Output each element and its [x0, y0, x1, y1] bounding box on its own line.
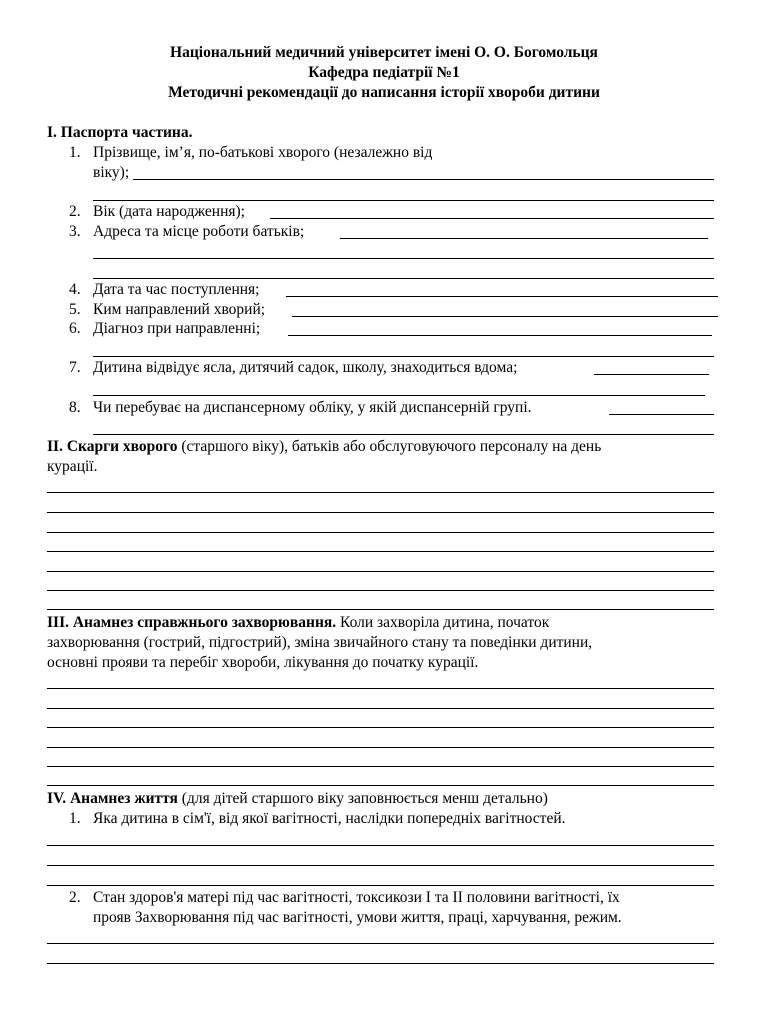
section-3-heading: ІІІ. Анамнез справжнього захворювання.	[47, 614, 337, 631]
fill-line[interactable]	[93, 200, 714, 201]
item-label-continued: прояв Захворювання під час вагітності, умови життя, праці, харчування, режим.	[93, 909, 622, 926]
item-label-continued: віку);	[93, 164, 130, 181]
fill-line[interactable]	[47, 865, 714, 866]
item-number: 1.	[69, 144, 81, 161]
fill-line[interactable]	[47, 708, 714, 709]
fill-line[interactable]	[47, 492, 714, 493]
fill-line[interactable]	[133, 179, 714, 180]
item-label: Діагноз при направленні;	[93, 320, 261, 337]
item-label: Чи перебуває на диспансерному обліку, у якій диспансерній групі.	[93, 399, 532, 416]
fill-line[interactable]	[288, 335, 712, 336]
section-2-intro	[47, 437, 601, 457]
fill-line[interactable]	[47, 590, 714, 591]
item-label: Прізвище, ім’я, по-батькові хворого (незалежно від	[93, 144, 433, 161]
item-label: Яка дитина в сім'ї, від якої вагітності, наслідки попередніх вагітностей.	[93, 810, 566, 827]
fill-line[interactable]	[47, 532, 714, 533]
item-number: 6.	[69, 320, 81, 337]
fill-line[interactable]	[47, 845, 714, 846]
fill-line[interactable]	[47, 609, 714, 610]
fill-line[interactable]	[340, 238, 708, 239]
item-number: 5.	[69, 301, 81, 318]
fill-line[interactable]	[47, 885, 714, 886]
fill-line[interactable]	[93, 356, 714, 357]
item-label: Дата та час поступлення;	[93, 281, 260, 298]
fill-line[interactable]	[594, 374, 709, 375]
fill-line[interactable]	[47, 688, 714, 689]
item-number: 3.	[69, 223, 81, 240]
section-2-heading: ІІ. Скарги хворого	[47, 438, 178, 455]
fill-line[interactable]	[47, 766, 714, 767]
fill-line[interactable]	[47, 963, 714, 964]
university-name: Національний медичний університет імені О. О. Богомольця	[170, 44, 598, 61]
section-3-text-line-3: основні прояви та перебіг хвороби, лікування до початку курації.	[47, 654, 479, 671]
item-number: 7.	[69, 359, 81, 376]
item-number: 8.	[69, 399, 81, 416]
department-name: Кафедра педіатрії №1	[308, 64, 460, 81]
item-label: Ким направлений хворий;	[93, 301, 266, 318]
document-title: Методичні рекомендації до написання історії хвороби дитини	[168, 84, 600, 101]
item-number: 2.	[69, 203, 81, 220]
fill-line[interactable]	[47, 727, 714, 728]
item-label: Вік (дата народження);	[93, 203, 245, 220]
fill-line[interactable]	[93, 258, 714, 259]
fill-line[interactable]	[93, 395, 705, 396]
fill-line[interactable]	[93, 434, 714, 435]
section-4-intro	[47, 789, 548, 809]
fill-line[interactable]	[47, 512, 714, 513]
fill-line[interactable]	[47, 785, 714, 786]
fill-line[interactable]	[286, 296, 718, 297]
section-3-text: Коли захворіла дитина, початок	[336, 614, 550, 631]
section-4-text: (для дітей старшого віку заповнюється менш детально)	[177, 790, 548, 807]
item-number: 4.	[69, 281, 81, 298]
section-3-intro	[47, 613, 549, 633]
section-4-heading: IV. Анамнез життя	[47, 790, 178, 807]
item-number: 2.	[69, 889, 81, 906]
section-3-text-line-2: захворювання (гострий, підгострий), зміна звичайного стану та поведінки дитини,	[47, 634, 593, 651]
item-label: Стан здоров'я матері під час вагітності, токсикози І та ІІ половини вагітності, їх	[93, 889, 620, 906]
fill-line[interactable]	[609, 414, 714, 415]
section-1-heading: І. Паспорта частина.	[47, 124, 193, 141]
item-number: 1.	[69, 810, 81, 827]
fill-line[interactable]	[47, 943, 714, 944]
item-label: Адреса та місце роботи батьків;	[93, 223, 305, 240]
fill-line[interactable]	[47, 571, 714, 572]
fill-line[interactable]	[270, 218, 714, 219]
section-2-text-continued: курації.	[47, 458, 98, 475]
fill-line[interactable]	[47, 551, 714, 552]
fill-line[interactable]	[93, 278, 714, 279]
fill-line[interactable]	[47, 747, 714, 748]
fill-line[interactable]	[292, 316, 718, 317]
item-label: Дитина відвідує ясла, дитячий садок, школу, знаходиться вдома;	[93, 359, 518, 376]
section-2-text: (старшого віку), батьків або обслуговуючого персоналу на день	[177, 438, 602, 455]
